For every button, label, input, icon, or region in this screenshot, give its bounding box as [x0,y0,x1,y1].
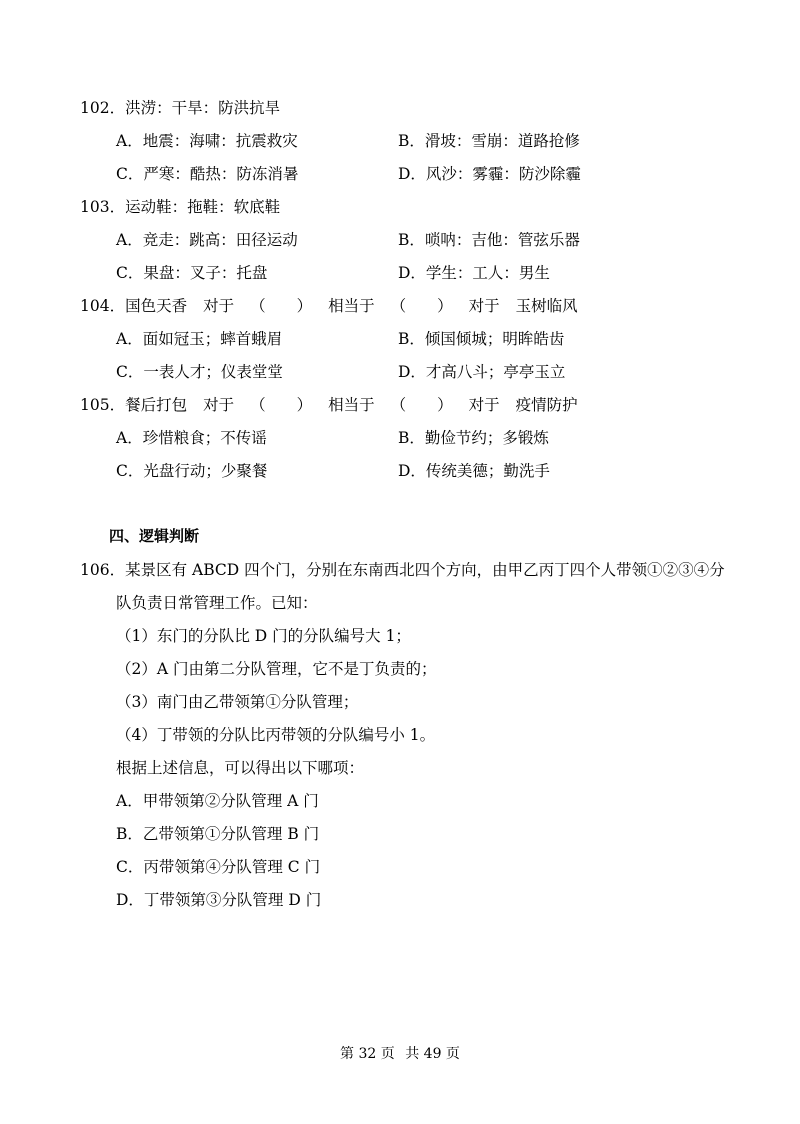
page-number: 第 32 页 [340,1046,395,1062]
q105-blank-2: （ ） [390,396,453,414]
question-106-option-b: B．乙带领第①分队管理 B 门 [116,825,320,843]
q105-part-3: 相当于 [328,396,375,414]
q105-blank-1: （ ） [250,396,313,414]
q104-part-3: 相当于 [328,297,375,315]
question-106-condition-2: （2）A 门由第二分队管理，它不是丁负责的； [116,660,437,678]
q104-part-2: 对于 [203,297,235,315]
q104-part-1: 104．国色天香 [80,297,188,315]
question-105-option-b: B．勤俭节约；多锻炼 [398,429,549,447]
question-103-stem: 103．运动鞋：拖鞋：软底鞋 [80,198,281,216]
question-104-option-b: B．倾国倾城；明眸皓齿 [398,330,565,348]
question-106-condition-3: （3）南门由乙带领第①分队管理； [116,693,359,711]
question-106-option-c: C．丙带领第④分队管理 C 门 [116,858,321,876]
question-102-stem: 102．洪涝：干旱：防洪抗旱 [80,99,281,117]
question-103-option-d: D．学生：工人：男生 [398,264,550,282]
q105-part-5: 疫情防护 [515,396,578,414]
q104-part-4: 对于 [468,297,500,315]
question-105-option-d: D．传统美德；勤洗手 [398,462,550,480]
question-105-stem [80,395,578,415]
question-102-option-d: D．风沙：雾霾：防沙除霾 [398,165,581,183]
q105-part-1: 105．餐后打包 [80,396,188,414]
question-104-option-c: C．一表人才；仪表堂堂 [116,363,283,381]
question-104-option-a: A．面如冠玉；蟀首蛾眉 [116,330,283,348]
q104-blank-1: （ ） [250,297,313,315]
question-105-option-a: A．珍惜粮食；不传谣 [116,429,267,447]
question-104-option-d: D．才高八斗；亭亭玉立 [398,363,566,381]
question-104-stem [80,296,578,316]
question-106-option-a: A．甲带领第②分队管理 A 门 [116,792,319,810]
q105-part-2: 对于 [203,396,235,414]
q105-part-4: 对于 [468,396,500,414]
question-106-stem-line-1: 106．某景区有 ABCD 四个门，分别在东南西北四个方向，由甲乙丙丁四个人带领①②③④分 [80,561,725,579]
question-103-option-c: C．果盘：叉子：托盘 [116,264,268,282]
page-total: 共 49 页 [405,1046,460,1062]
question-102-option-b: B．滑坡：雪崩：道路抢修 [398,132,580,150]
question-106-condition-1: （1）东门的分队比 D 门的分队编号大 1； [116,627,411,645]
question-106-prompt: 根据上述信息，可以得出以下哪项： [116,759,365,777]
page-footer [0,1044,800,1064]
question-103-option-b: B．唢呐：吉他：管弦乐器 [398,231,580,249]
question-102-option-a: A．地震：海啸：抗震救灾 [116,132,298,150]
question-106-option-d: D．丁带领第③分队管理 D 门 [116,891,322,909]
question-106-condition-4: （4）丁带领的分队比丙带领的分队编号小 1。 [116,726,436,744]
question-105-option-c: C．光盘行动；少聚餐 [116,462,268,480]
question-106-stem-line-2: 队负责日常管理工作。已知： [116,594,318,612]
question-102-option-c: C．严寒：酷热：防冻消暑 [116,165,299,183]
section-title-logic: 四、逻辑判断 [109,527,200,545]
q104-blank-2: （ ） [390,297,453,315]
question-103-option-a: A．竞走：跳高：田径运动 [116,231,298,249]
q104-part-5: 玉树临风 [515,297,578,315]
